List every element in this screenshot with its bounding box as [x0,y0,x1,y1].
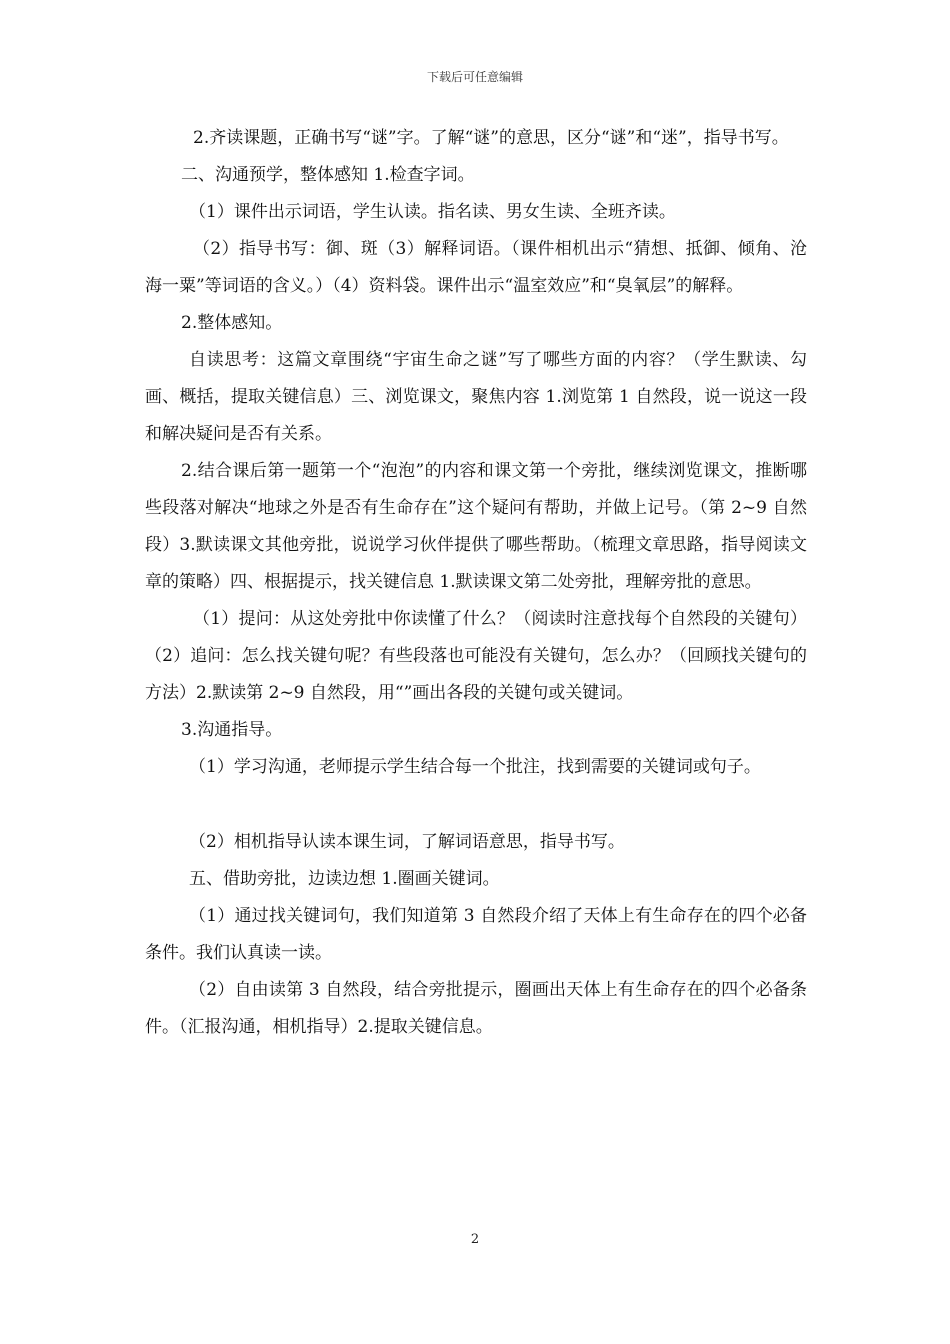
paragraph: （1）提问：从这处旁批中你读懂了什么？（阅读时注意找每个自然段的关键句）（2）追问：怎么找关键句呢？有些段落也可能没有关键句，怎么办？（回顾找关键句的方法）2.默读第 2~9 自然段，用“”画出各段的关键句或关键词。 [145,609,807,703]
paragraph: 自读思考：这篇文章围绕“宇宙生命之谜”写了哪些方面的内容？（学生默读、勾画、概括，提取关键信息）三、浏览课文，聚焦内容 1.浏览第 1 自然段，说一说这一段和解决疑问是否有关系。 [145,350,807,444]
paragraph: 2.整体感知。 [181,313,283,333]
page-number: 2 [470,1232,480,1247]
paragraph: （1）课件出示词语，学生认读。指名读、男女生读、全班齐读。 [189,202,676,222]
paragraph: （1）通过找关键词句，我们知道第 3 自然段介绍了天体上有生命存在的四个必备条件。我们认真读一读。 [145,906,807,963]
paragraph: 二、沟通预学，整体感知 1.检查字词。 [181,165,475,185]
paragraph-spacer [145,786,807,824]
paragraph: 2.齐读课题，正确书写“谜”字。了解“谜”的意思，区分“谜”和“迷”，指导书写。 [193,128,789,148]
paragraph: 2.结合课后第一题第一个“泡泡”的内容和课文第一个旁批，继续浏览课文，推断哪些段落对解决“地球之外是否有生命存在”这个疑问有帮助，并做上记号。（第 2~9 自然段）3.默读课文其他旁批，说说学习伙伴提供了哪些帮助。（梳理文章思路，指导阅读文章的策略）四、根据提示，找关键信息 1.默读课文第二处旁批，理解旁批的意思。 [145,461,807,592]
paragraph: （1）学习沟通，老师提示学生结合每一个批注，找到需要的关键词或句子。 [189,757,761,777]
paragraph: 3.沟通指导。 [181,720,283,740]
page-header: 下载后可任意编辑 [426,70,523,84]
paragraph: （2）指导书写：御、斑（3）解释词语。（课件相机出示“猜想、抵御、倾角、沧海一粟”等词语的含义。）（4）资料袋。课件出示“温室效应”和“臭氧层”的解释。 [145,239,807,296]
document-body [145,120,807,1046]
paragraph: （2）相机指导认读本课生词，了解词语意思，指导书写。 [189,832,625,852]
paragraph: 五、借助旁批，边读边想 1.圈画关键词。 [189,869,500,889]
paragraph: （2）自由读第 3 自然段，结合旁批提示，圈画出天体上有生命存在的四个必备条件。（汇报沟通，相机指导）2.提取关键信息。 [145,980,807,1037]
